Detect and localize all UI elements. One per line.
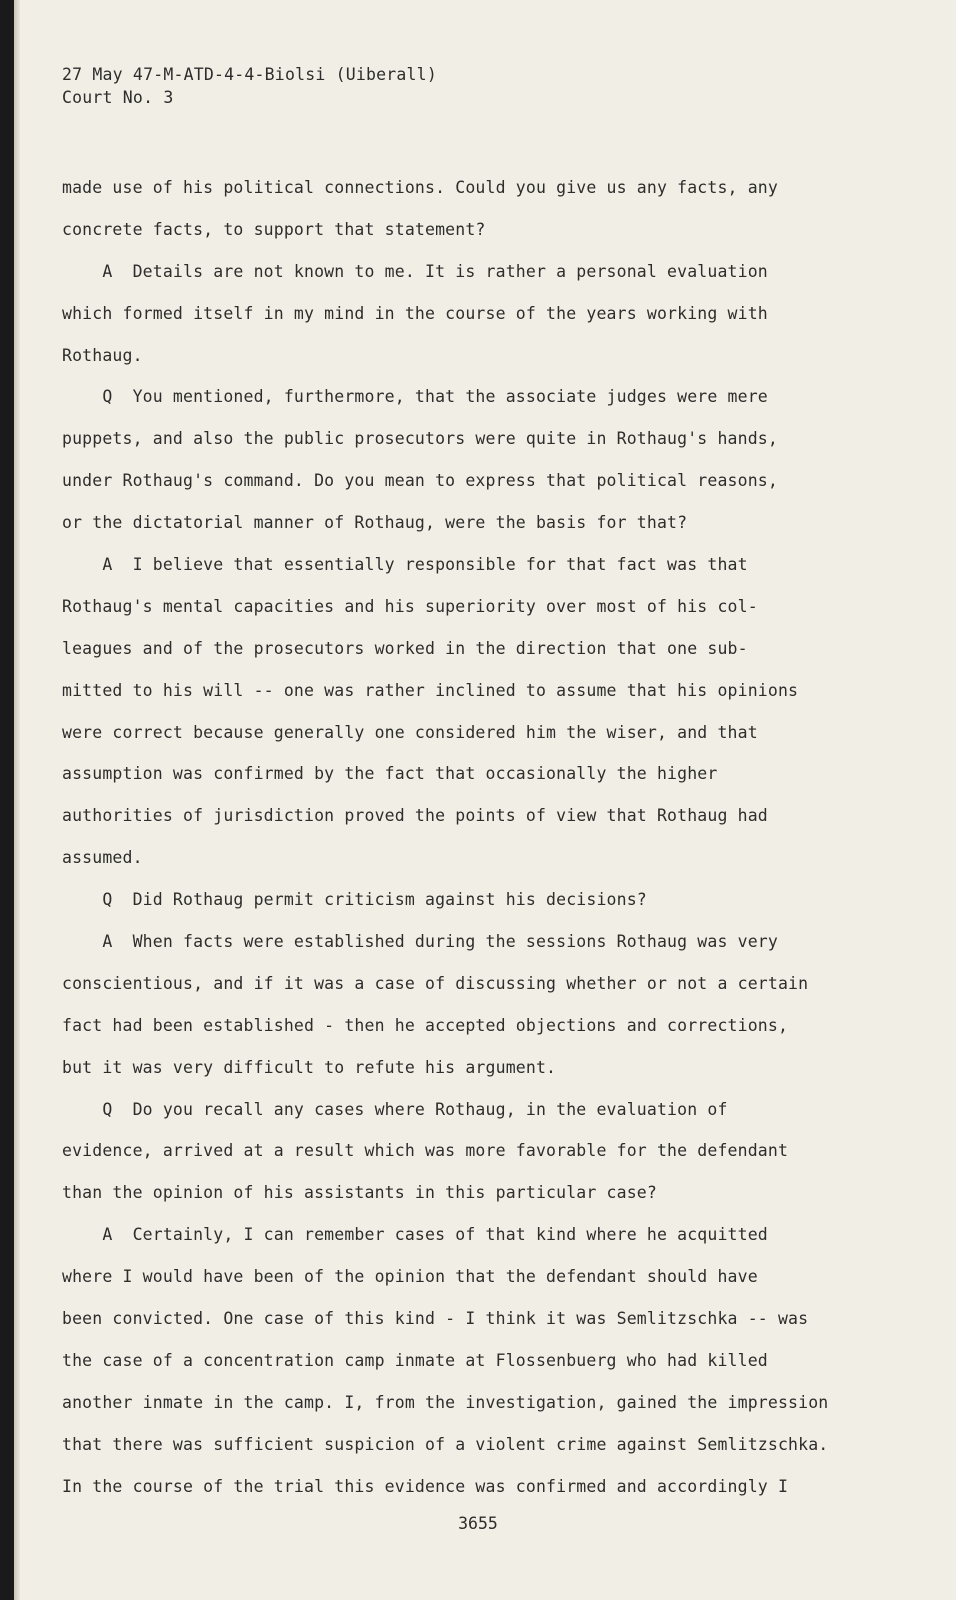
text-line: were correct because generally one considered him the wiser, and that	[62, 722, 758, 742]
text-line: puppets, and also the public prosecutors were quite in Rothaug's hands,	[62, 429, 778, 449]
text-line: A When facts were established during the sessions Rothaug was very	[62, 932, 778, 952]
text-line: fact had been established - then he accepted objections and corrections,	[62, 1015, 789, 1035]
text-line: but it was very difficult to refute his argument.	[62, 1057, 557, 1077]
text-line: assumed.	[62, 848, 143, 868]
text-line: Rothaug's mental capacities and his superiority over most of his col-	[62, 596, 758, 616]
text-line: Q You mentioned, furthermore, that the associate judges were mere	[62, 387, 768, 407]
text-line: than the opinion of his assistants in this particular case?	[62, 1183, 657, 1203]
text-line: the case of a concentration camp inmate at Flossenbuerg who had killed	[62, 1350, 768, 1370]
text-line: made use of his political connections. Could you give us any facts, any	[62, 178, 778, 197]
text-line: that there was sufficient suspicion of a violent crime against Semlitzschka.	[62, 1434, 829, 1454]
text-line: evidence, arrived at a result which was more favorable for the defendant	[62, 1141, 789, 1161]
text-line: A Certainly, I can remember cases of that kind where he acquitted	[62, 1225, 768, 1245]
text-line: A I believe that essentially responsible for that fact was that	[62, 555, 748, 575]
text-line: or the dictatorial manner of Rothaug, were the basis for that?	[62, 513, 688, 533]
binding-strip	[0, 0, 14, 1600]
text-line: authorities of jurisdiction proved the points of view that Rothaug had	[62, 806, 768, 826]
text-line: where I would have been of the opinion that the defendant should have	[62, 1267, 758, 1287]
text-line: mitted to his will -- one was rather inclined to assume that his opinions	[62, 680, 799, 700]
text-line: Q Did Rothaug permit criticism against his decisions?	[62, 890, 647, 910]
text-line: leagues and of the prosecutors worked in the direction that one sub-	[62, 638, 748, 658]
text-line: assumption was confirmed by the fact that occasionally the higher	[62, 764, 718, 784]
text-line: A Details are not known to me. It is rather a personal evaluation	[62, 261, 768, 281]
header-line-1: 27 May 47-M-ATD-4-4-Biolsi (Uiberall)	[62, 65, 437, 84]
page-number: 3655	[458, 1514, 498, 1533]
text-line: under Rothaug's command. Do you mean to express that political reasons,	[62, 471, 778, 491]
document-header	[62, 63, 437, 109]
text-line: In the course of the trial this evidence was confirmed and accordingly I	[62, 1476, 789, 1496]
transcript-body	[62, 167, 852, 1508]
text-line: been convicted. One case of this kind - I think it was Semlitzschka -- was	[62, 1309, 809, 1329]
text-line: Q Do you recall any cases where Rothaug, in the evaluation of	[62, 1099, 728, 1119]
text-line: concrete facts, to support that statement?	[62, 219, 486, 239]
text-line: Rothaug.	[62, 345, 143, 365]
text-line: which formed itself in my mind in the course of the years working with	[62, 303, 768, 323]
header-line-2: Court No. 3	[62, 88, 174, 107]
text-line: conscientious, and if it was a case of discussing whether or not a certain	[62, 973, 809, 993]
text-line: another inmate in the camp. I, from the investigation, gained the impression	[62, 1392, 829, 1412]
